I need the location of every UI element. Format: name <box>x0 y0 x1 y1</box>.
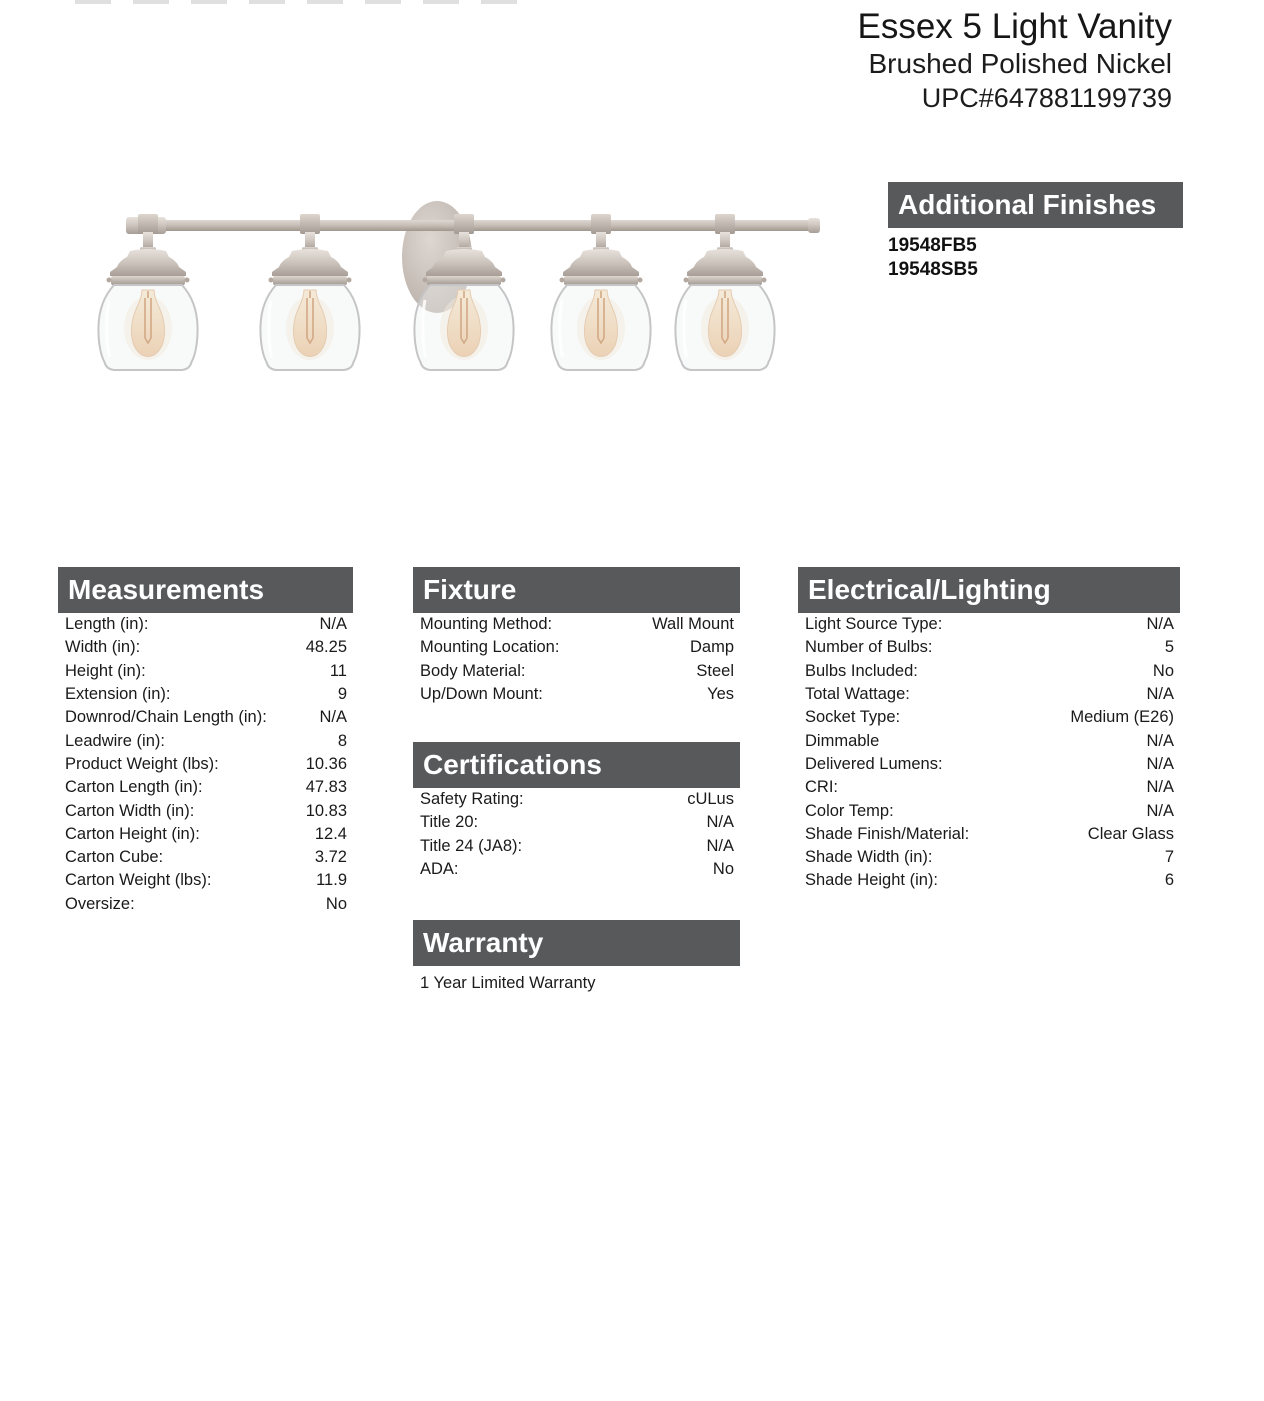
certifications-table <box>413 788 740 881</box>
electrical-header: Electrical/Lighting <box>798 567 1180 613</box>
spec-row <box>58 706 353 729</box>
spec-value: 3.72 <box>314 848 347 867</box>
additional-finishes-header: Additional Finishes <box>888 182 1183 228</box>
spec-label: Carton Width (in): <box>65 801 195 820</box>
spec-label: Number of Bulbs: <box>805 638 933 657</box>
spec-label: Extension (in): <box>65 685 171 704</box>
spec-row <box>58 869 353 892</box>
spec-row <box>798 753 1180 776</box>
spec-label: Downrod/Chain Length (in): <box>65 708 267 727</box>
spec-value: 10.36 <box>305 754 347 773</box>
spec-value: Medium (E26) <box>1070 708 1174 727</box>
spec-row <box>798 613 1180 636</box>
spec-value: cULus <box>687 790 734 809</box>
spec-label: Bulbs Included: <box>805 661 918 680</box>
spec-value: Wall Mount <box>652 615 734 634</box>
spec-row <box>58 893 353 916</box>
vanity-lamp-5 <box>675 214 774 370</box>
spec-row <box>58 846 353 869</box>
spec-label: Carton Weight (lbs): <box>65 871 212 890</box>
spec-label: Light Source Type: <box>805 615 943 634</box>
certifications-header: Certifications <box>413 742 740 788</box>
spec-row <box>798 799 1180 822</box>
spec-row <box>798 660 1180 683</box>
spec-value: N/A <box>706 813 734 832</box>
spec-value: Damp <box>689 638 734 657</box>
spec-row <box>798 636 1180 659</box>
spec-label: Title 20: <box>420 813 479 832</box>
vanity-lamp-4 <box>551 214 650 370</box>
spec-label: Carton Cube: <box>65 848 164 867</box>
spec-label: Carton Height (in): <box>65 824 200 843</box>
spec-label: CRI: <box>805 778 838 797</box>
spec-value: 10.83 <box>305 801 347 820</box>
spec-value: N/A <box>1146 754 1174 773</box>
product-title-block <box>857 6 1172 115</box>
spec-label: Width (in): <box>65 638 141 657</box>
spec-row <box>58 683 353 706</box>
spec-row <box>413 683 740 706</box>
spec-row <box>798 823 1180 846</box>
spec-row <box>413 788 740 811</box>
product-upc: UPC#647881199739 <box>921 83 1172 114</box>
spec-row <box>58 636 353 659</box>
spec-value: No <box>325 894 347 913</box>
spec-label: Oversize: <box>65 894 135 913</box>
spec-row <box>798 869 1180 892</box>
spec-row <box>798 683 1180 706</box>
spec-value: N/A <box>1146 615 1174 634</box>
fixture-table <box>413 613 740 706</box>
spec-value: N/A <box>1146 801 1174 820</box>
spec-value: 7 <box>1164 848 1174 867</box>
electrical-table <box>798 613 1180 893</box>
certifications-section <box>413 742 740 881</box>
spec-row <box>58 660 353 683</box>
spec-label: Title 24 (JA8): <box>420 836 523 855</box>
spec-value: N/A <box>1146 731 1174 750</box>
additional-finishes-list <box>888 234 1183 282</box>
spec-row <box>413 835 740 858</box>
spec-value: N/A <box>1146 685 1174 704</box>
spec-label: Mounting Method: <box>420 615 553 634</box>
spec-value: No <box>1152 661 1174 680</box>
finish-sku: 19548SB5 <box>888 259 978 280</box>
spec-value: 11 <box>329 661 347 680</box>
spec-label: Length (in): <box>65 615 149 634</box>
spec-row <box>58 799 353 822</box>
spec-value: N/A <box>706 836 734 855</box>
product-image-five-light-vanity <box>60 150 850 420</box>
spec-label: Product Weight (lbs): <box>65 754 219 773</box>
spec-label: Mounting Location: <box>420 638 560 657</box>
spec-row <box>58 729 353 752</box>
spec-value: 8 <box>337 731 347 750</box>
spec-label: Socket Type: <box>805 708 901 727</box>
spec-value: Yes <box>707 685 734 704</box>
additional-finishes-box <box>888 182 1183 282</box>
spec-label: Up/Down Mount: <box>420 685 543 704</box>
spec-row <box>413 636 740 659</box>
product-title: Essex 5 Light Vanity <box>857 7 1172 46</box>
measurements-section <box>58 567 353 916</box>
spec-label: Body Material: <box>420 661 526 680</box>
spec-value: N/A <box>319 708 347 727</box>
spec-label: Shade Finish/Material: <box>805 824 970 843</box>
spec-row <box>413 660 740 683</box>
measurements-header: Measurements <box>58 567 353 613</box>
electrical-section <box>798 567 1180 893</box>
spec-label: Shade Width (in): <box>805 848 933 867</box>
spec-row <box>58 613 353 636</box>
spec-row <box>798 706 1180 729</box>
fixture-header: Fixture <box>413 567 740 613</box>
spec-label: Carton Length (in): <box>65 778 203 797</box>
bar-end-cap-right <box>808 218 820 233</box>
spec-value: 5 <box>1164 638 1174 657</box>
spec-row <box>58 776 353 799</box>
spec-value: 12.4 <box>314 824 347 843</box>
spec-label: Safety Rating: <box>420 790 524 809</box>
spec-label: Leadwire (in): <box>65 731 165 750</box>
vanity-lamp-1 <box>98 214 197 370</box>
spec-value: 11.9 <box>316 871 347 890</box>
spec-value: N/A <box>1146 778 1174 797</box>
spec-row <box>413 858 740 881</box>
vanity-lamp-2 <box>260 214 359 370</box>
spec-row <box>798 776 1180 799</box>
spec-label: Height (in): <box>65 661 146 680</box>
fixture-section <box>413 567 740 706</box>
spec-label: Dimmable <box>805 731 880 750</box>
spec-row <box>413 811 740 834</box>
product-finish: Brushed Polished Nickel <box>868 48 1172 80</box>
spec-value: Clear Glass <box>1087 824 1174 843</box>
spec-value: 6 <box>1164 871 1174 890</box>
spec-label: Total Wattage: <box>805 685 910 704</box>
spec-value: Steel <box>696 661 734 680</box>
spec-label: Delivered Lumens: <box>805 754 943 773</box>
warranty-header: Warranty <box>413 920 740 966</box>
spec-row <box>798 846 1180 869</box>
spec-value: 9 <box>337 685 347 704</box>
spec-row <box>58 753 353 776</box>
warranty-section <box>413 920 740 995</box>
spec-value: 47.83 <box>305 778 347 797</box>
spec-row <box>413 613 740 636</box>
finish-sku: 19548FB5 <box>888 235 977 256</box>
measurements-table <box>58 613 353 916</box>
spec-label: Shade Height (in): <box>805 871 938 890</box>
spec-label: Color Temp: <box>805 801 894 820</box>
spec-value: No <box>712 860 734 879</box>
clipped-top-text-fragments <box>75 0 521 4</box>
spec-row <box>798 729 1180 752</box>
spec-value: N/A <box>319 615 347 634</box>
spec-value: 48.25 <box>305 638 347 657</box>
spec-row <box>58 823 353 846</box>
spec-label: ADA: <box>420 860 459 879</box>
warranty-text: 1 Year Limited Warranty <box>420 974 596 992</box>
